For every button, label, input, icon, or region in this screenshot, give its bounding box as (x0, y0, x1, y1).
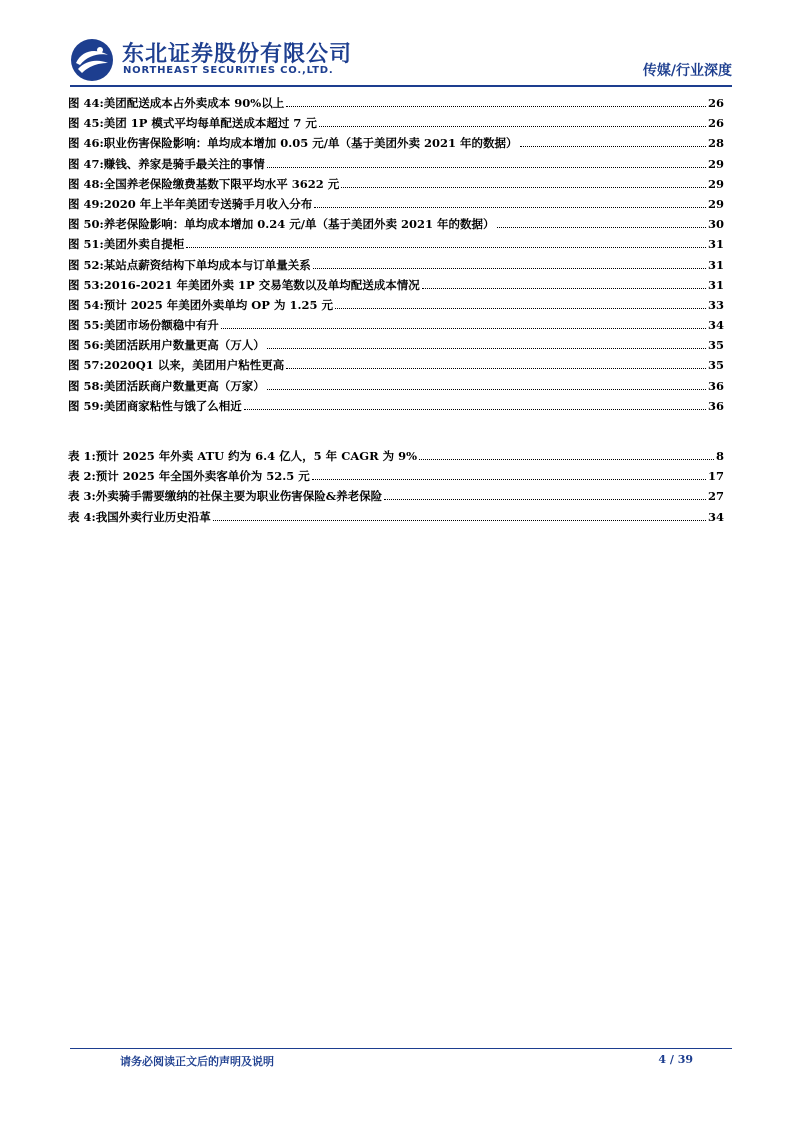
toc-entry-label: 表 2: (68, 469, 96, 484)
toc-entry-title: 2020Q1 以来，美团用户粘性更高 (103, 358, 285, 373)
toc-entry-label: 图 47: (68, 156, 104, 171)
toc-entry[interactable] (68, 277, 724, 297)
toc-entry[interactable] (68, 509, 724, 529)
toc-entry[interactable] (68, 196, 724, 216)
toc-entry[interactable] (68, 135, 724, 155)
toc-entry-title: 美团商家粘性与饿了么相近 (103, 398, 242, 413)
toc-entry-label: 图 50: (68, 217, 104, 232)
toc-entry-label: 图 56: (68, 338, 104, 353)
company-name-en: NORTHEAST SECURITIES CO.,LTD. (123, 65, 334, 76)
toc-dot-leader (319, 126, 706, 127)
footer-divider (70, 1048, 732, 1049)
toc-dot-leader (341, 187, 706, 188)
toc-entry-label: 图 49: (68, 196, 104, 211)
toc-entry-title: 2016-2021 年美团外卖 1P 交易笔数以及单均配送成本情况 (103, 277, 420, 292)
toc-entry-page: 29 (707, 196, 724, 211)
toc-entry[interactable] (68, 488, 724, 508)
toc-dot-leader (313, 268, 706, 269)
toc-entry-label: 表 1: (68, 449, 96, 463)
toc-entry-title: 职业伤害保险影响：单均成本增加 0.05 元/单（基于美团外卖 2021 年的数据） (103, 136, 518, 151)
toc-entry-page: 27 (707, 489, 724, 504)
toc-entry-title: 我国外卖行业历史沿革 (95, 509, 211, 524)
toc-dot-leader (497, 227, 706, 228)
toc-entry[interactable] (68, 468, 724, 488)
toc-entry[interactable] (68, 448, 724, 468)
toc-entry-page: 35 (707, 358, 724, 373)
toc-entry-page: 35 (707, 338, 724, 353)
toc-entry-page: 8 (715, 449, 724, 463)
figures-toc (68, 95, 724, 418)
toc-entry-label: 图 55: (68, 318, 104, 333)
page-number: 4 / 39 (658, 1053, 693, 1066)
toc-dot-leader (312, 479, 706, 480)
toc-entry-label: 图 44: (68, 96, 104, 110)
toc-dot-leader (520, 146, 706, 147)
toc-entry-page: 34 (707, 509, 724, 524)
toc-entry-label: 表 3: (68, 489, 96, 504)
toc-entry-page: 34 (707, 318, 724, 333)
toc-entry-label: 表 4: (68, 509, 96, 524)
toc-dot-leader (419, 459, 714, 460)
toc-entry-label: 图 54: (68, 297, 104, 312)
toc-entry-label: 图 52: (68, 257, 104, 272)
header-divider (70, 85, 732, 87)
toc-entry-label: 图 58: (68, 378, 104, 393)
report-section-tag: 传媒/行业深度 (642, 63, 732, 79)
toc-entry-title: 预计 2025 年美团外卖单均 OP 为 1.25 元 (103, 297, 333, 312)
toc-entry-title: 美团活跃用户数量更高（万人） (103, 338, 265, 353)
toc-entry-page: 17 (707, 469, 724, 484)
toc-entry-title: 美团 1P 模式平均每单配送成本超过 7 元 (103, 116, 317, 131)
toc-entry-title: 全国养老保险缴费基数下限平均水平 3622 元 (103, 176, 340, 191)
toc-dot-leader (384, 499, 706, 500)
toc-entry[interactable] (68, 257, 724, 277)
toc-entry-label: 图 51: (68, 237, 104, 252)
toc-dot-leader (314, 207, 706, 208)
toc-entry-page: 30 (707, 217, 724, 232)
toc-entry-page: 29 (707, 156, 724, 171)
toc-entry-title: 美团市场份额稳中有升 (103, 318, 219, 333)
toc-entry[interactable] (68, 297, 724, 317)
toc-entry[interactable] (68, 378, 724, 398)
toc-entry[interactable] (68, 317, 724, 337)
toc-dot-leader (267, 389, 706, 390)
toc-dot-leader (213, 520, 706, 521)
northeast-securities-logo-icon (70, 38, 114, 82)
toc-entry-label: 图 46: (68, 136, 104, 151)
toc-dot-leader (244, 409, 706, 410)
toc-entry-page: 31 (707, 257, 724, 272)
toc-entry-title: 美团活跃商户数量更高（万家） (103, 378, 265, 393)
toc-entry-title: 预计 2025 年外卖 ATU 约为 6.4 亿人，5 年 CAGR 为 9% (95, 449, 418, 463)
toc-dot-leader (286, 368, 706, 369)
toc-entry-page: 31 (707, 277, 724, 292)
toc-entry-page: 28 (707, 136, 724, 151)
toc-entry-label: 图 57: (68, 358, 104, 373)
toc-entry[interactable] (68, 337, 724, 357)
toc-entry-page: 31 (707, 237, 724, 252)
toc-entry-page: 36 (707, 378, 724, 393)
toc-entry-label: 图 48: (68, 176, 104, 191)
toc-entry[interactable] (68, 176, 724, 196)
toc-entry-title: 美团外卖自提柜 (103, 237, 185, 252)
toc-entry-page: 33 (707, 297, 724, 312)
toc-entry[interactable] (68, 156, 724, 176)
toc-entry[interactable] (68, 398, 724, 418)
toc-entry-title: 预计 2025 年全国外卖客单价为 52.5 元 (95, 469, 310, 484)
toc-dot-leader (267, 167, 706, 168)
toc-entry-page: 36 (707, 398, 724, 413)
toc-entry[interactable] (68, 216, 724, 236)
toc-entry[interactable] (68, 236, 724, 256)
toc-entry[interactable] (68, 357, 724, 377)
disclaimer-note: 请务必阅读正文后的声明及说明 (120, 1055, 274, 1068)
toc-entry-page: 26 (707, 116, 724, 131)
company-name-cn: 东北证券股份有限公司 (122, 42, 353, 67)
toc-entry-label: 图 53: (68, 277, 104, 292)
toc-entry[interactable] (68, 115, 724, 135)
toc-dot-leader (186, 247, 706, 248)
toc-entry-title: 某站点薪资结构下单均成本与订单量关系 (103, 257, 311, 272)
toc-entry-title: 美团配送成本占外卖成本 90%以上 (103, 96, 285, 110)
toc-entry-title: 外卖骑手需要缴纳的社保主要为职业伤害保险&养老保险 (95, 489, 383, 504)
tables-toc (68, 448, 724, 529)
toc-entry-label: 图 59: (68, 398, 104, 413)
toc-entry[interactable] (68, 95, 724, 115)
toc-dot-leader (335, 308, 706, 309)
toc-entry-page: 26 (707, 96, 724, 110)
toc-entry-label: 图 45: (68, 116, 104, 131)
toc-dot-leader (422, 288, 706, 289)
toc-entry-title: 2020 年上半年美团专送骑手月收入分布 (103, 196, 313, 211)
toc-entry-page: 29 (707, 176, 724, 191)
toc-entry-title: 赚钱、养家是骑手最关注的事情 (103, 156, 265, 171)
toc-entry-title: 养老保险影响：单均成本增加 0.24 元/单（基于美团外卖 2021 年的数据） (103, 217, 495, 232)
toc-dot-leader (267, 348, 706, 349)
toc-dot-leader (286, 106, 706, 107)
page-header (70, 32, 732, 84)
toc-dot-leader (221, 328, 706, 329)
